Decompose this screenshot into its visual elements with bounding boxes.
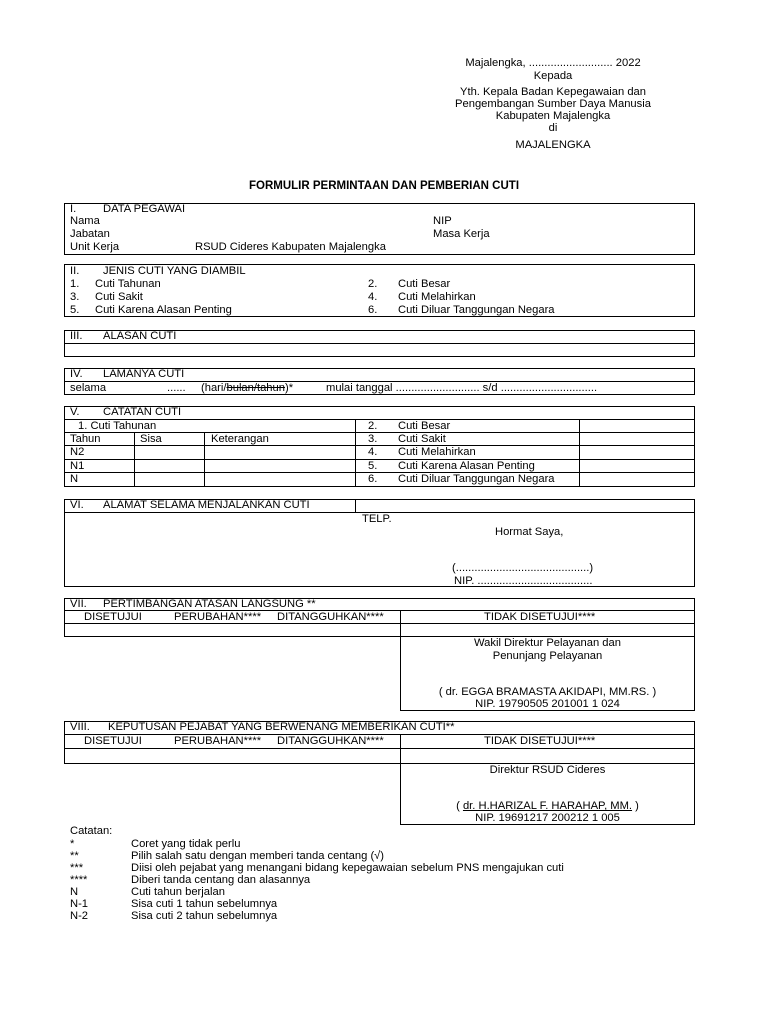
addressee-line-3: Kabupaten Majalengka — [495, 110, 611, 122]
s2-heading: JENIS CUTI YANG DIAMBIL — [103, 265, 246, 277]
cuti-type-alasan-penting[interactable]: Cuti Karena Alasan Penting — [95, 304, 232, 316]
cuti-type-num-5: 5. — [70, 304, 80, 316]
label-unit-kerja: Unit Kerja — [70, 241, 120, 253]
note-text: Diisi oleh pejabat yang menangani bidang kepegawaian sebelum PNS mengajukan cuti — [131, 862, 564, 874]
cuti-type-sakit[interactable]: Cuti Sakit — [95, 291, 143, 303]
addressee-city: MAJALENGKA — [515, 139, 591, 151]
catatan-num-6: 6. — [368, 473, 378, 485]
divider — [579, 419, 580, 487]
divider — [134, 432, 135, 487]
addressee-line-1: Yth. Kepala Badan Kepegawaian dan — [460, 86, 646, 98]
cuti-type-num-6: 6. — [368, 304, 378, 316]
divider — [204, 432, 205, 487]
catatan-num-2: 2. — [368, 420, 378, 432]
place-date: Majalengka, ........................... 2022 — [465, 57, 641, 69]
option-tidak-disetujui[interactable]: TIDAK DISETUJUI**** — [484, 611, 596, 623]
director-role: Direktur RSUD Cideres — [489, 764, 606, 776]
divider — [64, 748, 695, 749]
addressee-kepada: Kepada — [533, 70, 573, 82]
selama-dots[interactable]: ...... — [167, 382, 186, 394]
divider — [64, 472, 695, 473]
notes-title: Catatan: — [70, 825, 113, 837]
s1-num: I. — [70, 203, 77, 215]
cuti-type-tahunan[interactable]: Cuti Tahunan — [95, 278, 161, 290]
catatan-num-5: 5. — [368, 460, 378, 472]
hormat-saya: Hormat Saya, — [495, 526, 564, 538]
catatan-cuti-tahunan: 1. Cuti Tahunan — [78, 420, 157, 432]
s7-heading: PERTIMBANGAN ATASAN LANGSUNG ** — [103, 598, 316, 610]
s7-num: VII. — [70, 598, 87, 610]
label-masa-kerja[interactable]: Masa Kerja — [433, 228, 490, 240]
catatan-num-4: 4. — [368, 446, 378, 458]
note-text: Sisa cuti 2 tahun sebelumnya — [131, 910, 278, 922]
option-tidak-disetujui-2[interactable]: TIDAK DISETUJUI**** — [484, 735, 596, 747]
divider — [355, 419, 356, 487]
s2-num: II. — [70, 265, 80, 277]
divider — [400, 610, 401, 637]
mulai-tanggal[interactable]: mulai tanggal ........................... s/d ............................... — [326, 382, 598, 394]
s1-heading: DATA PEGAWAI — [103, 203, 186, 215]
option-perubahan-2[interactable]: PERUBAHAN**** — [174, 735, 262, 747]
cuti-type-num-4: 4. — [368, 291, 378, 303]
s8-heading: KEPUTUSAN PEJABAT YANG BERWENANG MEMBERIKAN CUTI** — [108, 721, 455, 733]
option-disetujui[interactable]: DISETUJUI — [84, 611, 142, 623]
label-selama: selama — [70, 382, 107, 394]
hari-close: )* — [284, 382, 294, 394]
approver-name: ( dr. EGGA BRAMASTA AKIDAPI, MM.RS. ) — [438, 686, 657, 698]
row-n2: N2 — [70, 446, 85, 458]
col-keterangan: Keterangan — [211, 433, 269, 445]
col-sisa: Sisa — [140, 433, 162, 445]
cuti-type-num-2: 2. — [368, 278, 378, 290]
cuti-type-num-3: 3. — [70, 291, 80, 303]
row-n1: N1 — [70, 460, 85, 472]
divider — [355, 499, 356, 512]
director-name-open: ( — [456, 800, 463, 812]
option-perubahan[interactable]: PERUBAHAN**** — [174, 611, 262, 623]
note-sym: * — [70, 838, 75, 850]
addressee-line-2: Pengembangan Sumber Daya Manusia — [455, 98, 651, 110]
note-sym: N-1 — [70, 898, 89, 910]
hari-unit-label — [201, 382, 293, 395]
divider — [64, 419, 695, 420]
s4-heading: LAMANYA CUTI — [103, 368, 185, 380]
unit-kerja-value[interactable]: RSUD Cideres Kabupaten Majalengka — [195, 241, 386, 253]
note-text: Diberi tanda centang dan alasannya — [131, 874, 311, 886]
note-sym: N-2 — [70, 910, 89, 922]
note-text: Coret yang tidak perlu — [131, 838, 241, 850]
note-sym: **** — [70, 874, 88, 886]
s5-num: V. — [70, 406, 80, 418]
label-telp[interactable]: TELP. — [362, 513, 392, 525]
cuti-type-diluar-tanggungan[interactable]: Cuti Diluar Tanggungan Negara — [398, 304, 555, 316]
director-name-close: ) — [632, 800, 639, 812]
note-sym: *** — [70, 862, 84, 874]
label-jabatan[interactable]: Jabatan — [70, 228, 110, 240]
s6-heading: ALAMAT SELAMA MENJALANKAN CUTI — [103, 499, 310, 511]
divider — [64, 459, 695, 460]
note-text: Pilih salah satu dengan memberi tanda centang (√) — [131, 850, 385, 862]
note-sym: N — [70, 886, 79, 898]
s8-num: VIII. — [70, 721, 90, 733]
signature-line[interactable]: (...........................................) — [452, 562, 594, 574]
director-name-text: dr. H.HARIZAL F. HARAHAP, MM. — [462, 800, 633, 812]
label-nip[interactable]: NIP — [433, 215, 452, 227]
s4-num: IV. — [70, 368, 83, 380]
form-title: FORMULIR PERMINTAAN DAN PEMBERIAN CUTI — [248, 180, 520, 192]
label-nama[interactable]: Nama — [70, 215, 100, 227]
option-disetujui-2[interactable]: DISETUJUI — [84, 735, 142, 747]
catatan-cuti-melahirkan: Cuti Melahirkan — [398, 446, 476, 458]
alasan-cuti-field[interactable] — [66, 344, 693, 356]
catatan-cuti-sakit: Cuti Sakit — [398, 433, 446, 445]
s3-num: III. — [70, 330, 83, 342]
note-text: Cuti tahun berjalan — [131, 886, 225, 898]
s5-heading: CATATAN CUTI — [103, 406, 182, 418]
approver-role-2: Penunjang Pelayanan — [492, 650, 603, 662]
s6-num: VI. — [70, 499, 84, 511]
catatan-num-3: 3. — [368, 433, 378, 445]
note-text: Sisa cuti 1 tahun sebelumnya — [131, 898, 278, 910]
addressee-line-4: di — [548, 122, 558, 134]
bulan-tahun-struck: bulan/tahun — [226, 382, 285, 394]
s3-heading: ALASAN CUTI — [103, 330, 177, 342]
option-ditangguhkan[interactable]: DITANGGUHKAN**** — [277, 611, 384, 623]
col-tahun: Tahun — [70, 433, 101, 445]
catatan-cuti-diluar-tanggungan: Cuti Diluar Tanggungan Negara — [398, 473, 555, 485]
divider — [400, 734, 401, 764]
director-nip: NIP. 19691217 200212 1 005 — [475, 812, 620, 824]
signature-nip[interactable]: NIP. ..................................... — [454, 575, 593, 587]
hari-open: (hari/ — [201, 382, 227, 394]
option-ditangguhkan-2[interactable]: DITANGGUHKAN**** — [277, 735, 384, 747]
note-sym: ** — [70, 850, 79, 862]
catatan-cuti-alasan-penting: Cuti Karena Alasan Penting — [398, 460, 535, 472]
cuti-type-num-1: 1. — [70, 278, 80, 290]
catatan-cuti-besar: Cuti Besar — [398, 420, 451, 432]
approver-role-1: Wakil Direktur Pelayanan dan — [474, 637, 621, 649]
cuti-type-besar[interactable]: Cuti Besar — [398, 278, 451, 290]
cuti-type-melahirkan[interactable]: Cuti Melahirkan — [398, 291, 476, 303]
row-n: N — [70, 473, 79, 485]
approver-nip: NIP. 19790505 201001 1 024 — [475, 698, 620, 710]
